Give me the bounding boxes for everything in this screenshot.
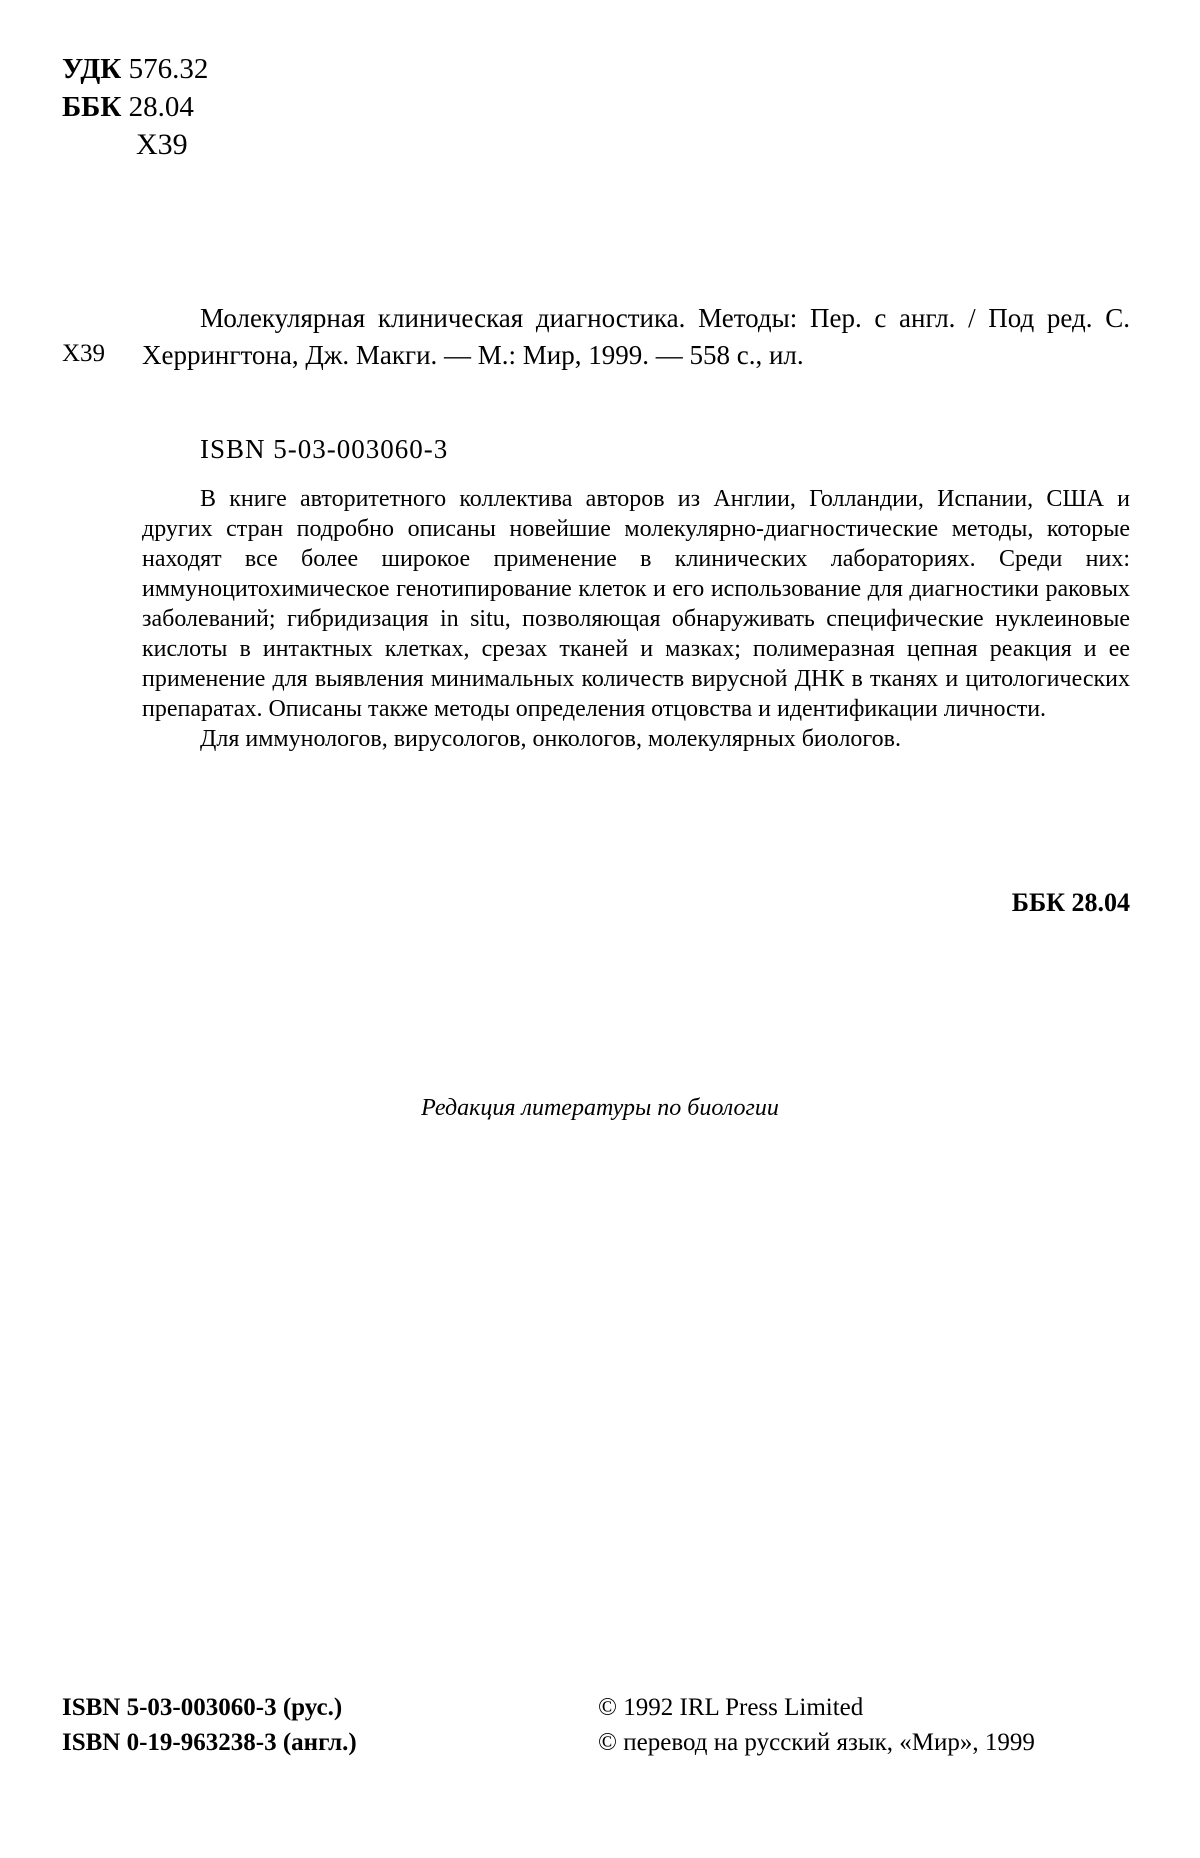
copyright-original: © 1992 IRL Press Limited [598, 1694, 864, 1721]
copyright-translation: © перевод на русский язык, «Мир», 1999 [598, 1729, 1035, 1756]
isbn-list [62, 1690, 357, 1760]
annotation-audience: Для иммунологов, вирусологов, онкологов, молекулярных биологов. [200, 726, 902, 752]
editorial-line: Редакция литературы по биологии [421, 1095, 779, 1121]
author-mark: Х39 [136, 128, 188, 161]
isbn-english: ISBN 0-19-963238-3 (англ.) [62, 1729, 357, 1756]
udk-label: УДК [62, 53, 122, 85]
classification-block [62, 50, 208, 164]
catalog-code: Х39 [62, 340, 106, 367]
bibliographic-entry: Молекулярная клиническая диагностика. Методы: Пер. с англ. / Под ред. С. Херрингтона, Дж. Макги. — М.: Мир, 1999. — 558 с., ил. [142, 303, 1130, 370]
isbn-russian: ISBN 5-03-003060-3 (рус.) [62, 1694, 343, 1721]
copyright-list [598, 1690, 1035, 1760]
bbk-line [62, 88, 208, 126]
bbk-label: ББК [62, 91, 122, 123]
bbk-value: 28.04 [128, 91, 194, 123]
bbk-index: ББК 28.04 [1011, 888, 1130, 917]
udk-value: 576.32 [128, 53, 209, 85]
annotation [142, 484, 1130, 754]
isbn-main: ISBN 5-03-003060-3 [200, 434, 449, 464]
udk-line [62, 50, 208, 88]
annotation-paragraph: В книге авторитетного коллектива авторов из Англии, Голландии, Испании, США и других стран подробно описаны новейшие молекулярно-диагностические методы, которые находят все более широкое применение в клинических лабораториях. Среди них: иммуноцитохимическое генотипирование клеток и его использование для диагностики раковых заболеваний; гибридизация in situ, позволяющая обнаруживать специфические нуклеиновые кислоты в интактных клетках, срезах тканей и мазках; полимеразная цепная реакция и ее применение для выявления минимальных количеств вирусной ДНК в тканях и цитологических препаратах. Описаны также методы определения отцовства и идентификации личности. [142, 486, 1130, 722]
